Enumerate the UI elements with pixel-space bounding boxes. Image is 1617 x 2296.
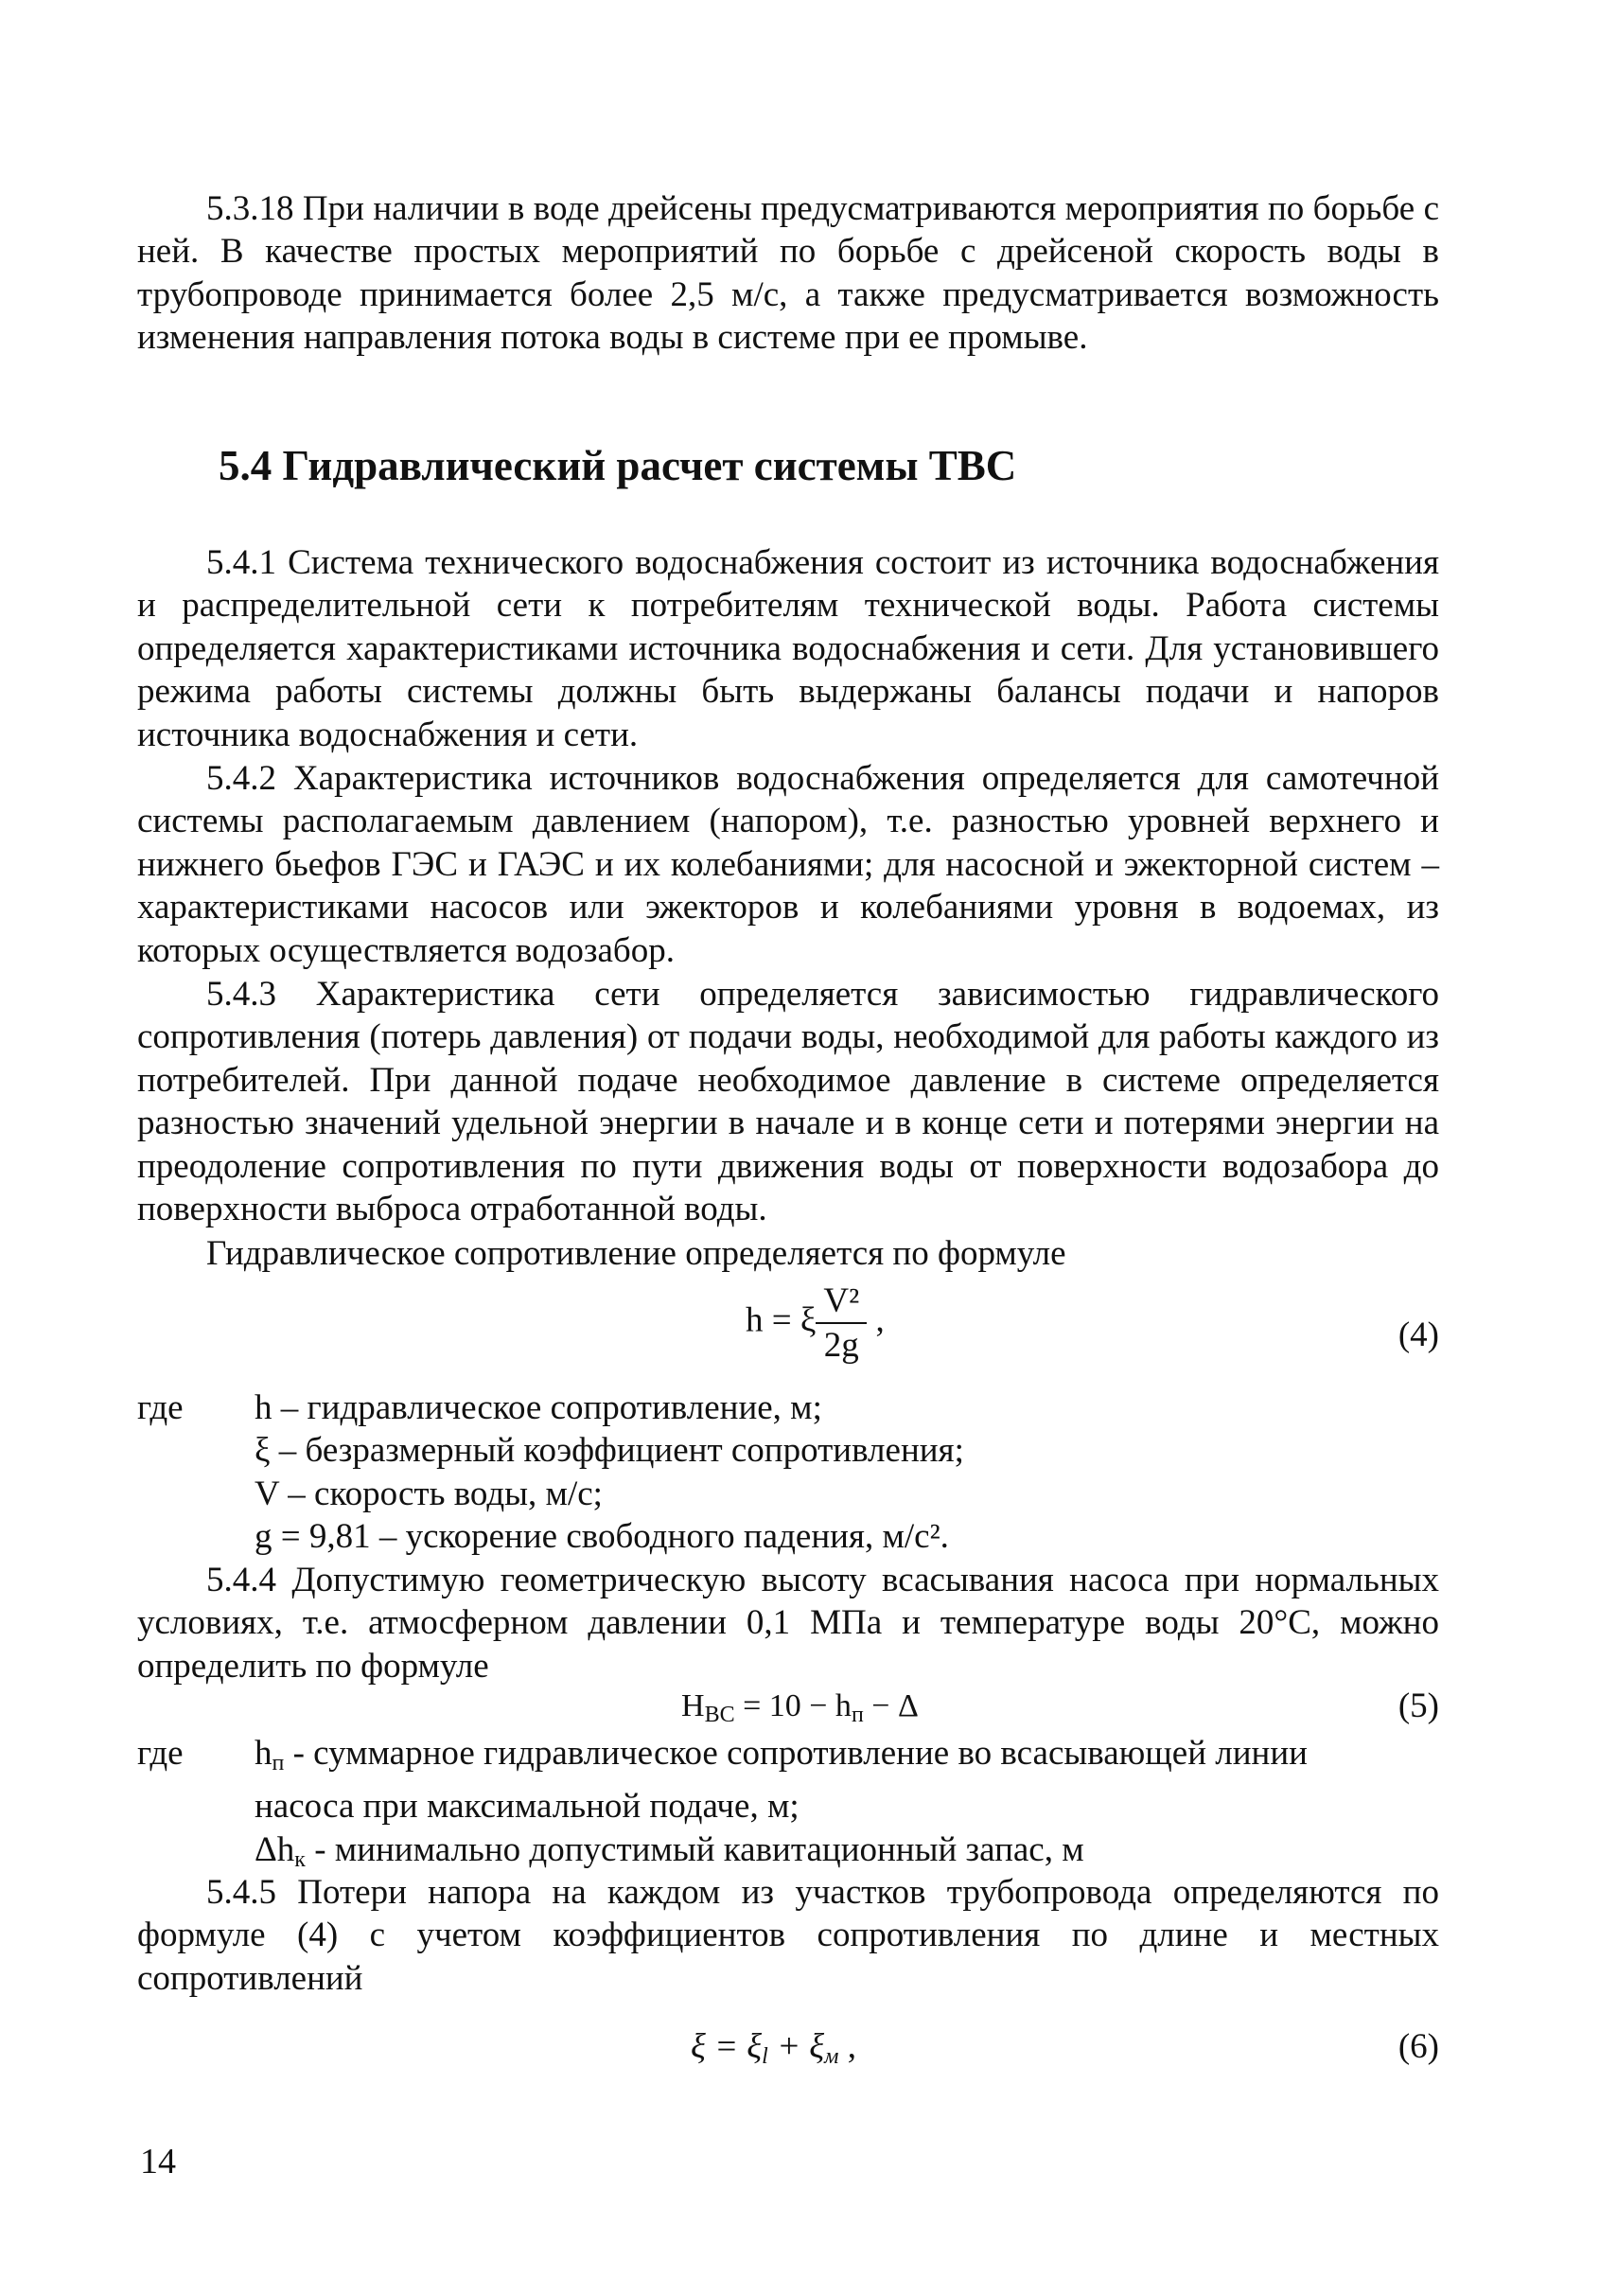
paragraph-5-4-2: 5.4.2 Характеристика источников водоснабжения определяется для самотечной системы располагаемым давлением (напором), т.е. разностью уровней верхнего и нижнего бьефов ГЭС и ГАЭС и их колебаниями; для насосной и эжекторной систем – характеристиками насосов или эжекторов и колебаниями уровня в водоемах, из которых осуществляется водозабор.	[137, 759, 1439, 970]
formula-5-H: H	[681, 1688, 705, 1723]
equation-number-4: (4)	[1397, 1316, 1439, 1354]
equation-number-5: (5)	[1397, 1687, 1439, 1725]
formula-5-H-subscript: ВС	[704, 1703, 735, 1727]
page-number: 14	[140, 2142, 176, 2181]
formula-6-tail: ,	[838, 2027, 856, 2066]
definition-v: V – скорость воды, м/с;	[255, 1474, 603, 1513]
formula-4-fraction	[816, 1280, 867, 1367]
formula-5	[681, 1685, 919, 1737]
section-heading: 5.4 Гидравлический расчет системы ТВС	[219, 442, 1017, 489]
formula-6-middle: + ξ	[767, 2027, 825, 2066]
paragraph-5-4-4: 5.4.4 Допустимую геометрическую высоту всасывания насоса при нормальных условиях, т.е. атмосферном давлении 0,1 МПа и температуре воды 20°С, можно определить по формуле	[137, 1561, 1439, 1686]
formula-6	[691, 2025, 856, 2078]
formula-4-numerator: V²	[823, 1281, 860, 1320]
formula-6-subscript-l: l	[762, 2044, 768, 2069]
definition-g: g = 9,81 – ускорение свободного падения, м/с².	[255, 1517, 949, 1557]
definition-dh-subscript: к	[294, 1846, 306, 1872]
definition-hn	[255, 1732, 1308, 1785]
formula-intro: Гидравлическое сопротивление определяется по формуле	[206, 1234, 1066, 1273]
formula-5-end: − Δ	[863, 1688, 919, 1723]
definition-dh-symbol: Δh	[255, 1829, 295, 1869]
formula-4-lhs: h = ξ	[746, 1300, 817, 1340]
paragraph-5-4-3: 5.4.3 Характеристика сети определяется зависимостью гидравлического сопротивления (потерь давления) от подачи воды, необходимой для работы каждого из потребителей. При данной подаче необходимое давление в системе определяется разностью значений удельной энергии в начале и в конце сети и потерями энергии на преодоление сопротивления по пути движения воды от поверхности водозабора до поверхности выброса отработанной воды.	[137, 975, 1439, 1229]
formula-5-middle: = 10 − h	[734, 1688, 852, 1723]
formula-4-denominator: 2g	[823, 1326, 859, 1365]
formula-5-definitions	[255, 1732, 1308, 1881]
paragraph-5-4-5: 5.4.5 Потери напора на каждом из участков трубопровода определяются по формуле (4) с учетом коэффициентов сопротивления по длине и местных сопротивлений	[137, 1873, 1439, 1998]
where-label-2: где	[137, 1734, 184, 1773]
definition-dh-text: - минимально допустимый кавитационный запас, м	[305, 1829, 1084, 1869]
equation-number-6: (6)	[1397, 2027, 1439, 2066]
formula-4	[746, 1280, 885, 1367]
formula-6-lhs: ξ = ξ	[691, 2027, 763, 2066]
formula-4-definitions	[255, 1386, 964, 1559]
paragraph-5-4-1: 5.4.1 Система технического водоснабжения состоит из источника водоснабжения и распределительной сети к потребителям технической воды. Работа системы определяется характеристиками источника водоснабжения и сети. Для установившего режима работы системы должны быть выдержаны балансы подачи и напоров источника водоснабжения и сети.	[137, 543, 1439, 754]
definition-hn-continued: насоса при максимальной подаче, м;	[255, 1787, 800, 1827]
formula-5-h-subscript: п	[851, 1703, 864, 1727]
formula-4-tail: ,	[867, 1300, 885, 1340]
definition-hn-symbol: h	[255, 1734, 272, 1773]
paragraph-5-3-18: 5.3.18 При наличии в воде дрейсены предусматриваются мероприятия по борьбе с ней. В качестве простых мероприятий по борьбе с дрейсеной скорость воды в трубопроводе принимается более 2,5 м/с, а также предусматривается возможность изменения направления потока воды в системе при ее промыве.	[137, 189, 1439, 358]
definition-h: h – гидравлическое сопротивление, м;	[255, 1388, 822, 1427]
where-label-1: где	[137, 1388, 184, 1427]
definition-xi: ξ – безразмерный коэффициент сопротивления;	[255, 1431, 964, 1471]
formula-6-subscript-m: м	[824, 2044, 839, 2069]
definition-hn-subscript: п	[272, 1751, 285, 1775]
definition-hn-text: - суммарное гидравлическое сопротивление во всасывающей линии	[284, 1734, 1308, 1773]
